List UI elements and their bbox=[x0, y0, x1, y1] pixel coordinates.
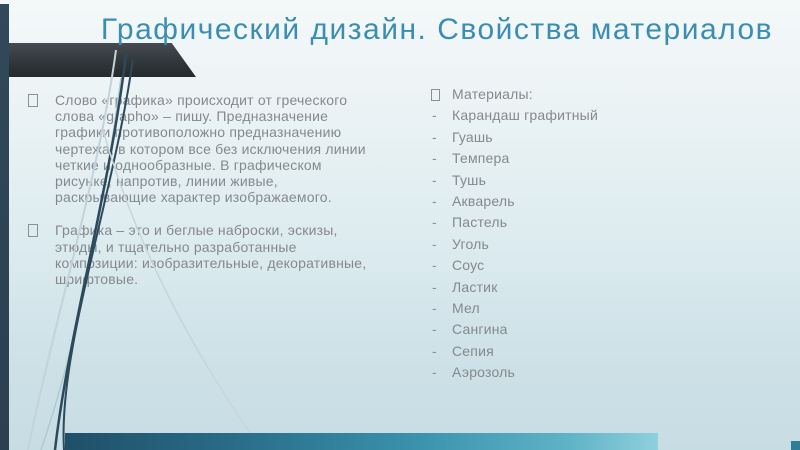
dash-bullet: - bbox=[432, 342, 437, 359]
bottom-accent-bar bbox=[65, 433, 658, 450]
list-item bbox=[430, 234, 760, 255]
list-item bbox=[430, 170, 760, 191]
list-header-label: Материалы: bbox=[452, 86, 533, 102]
dash-bullet: - bbox=[432, 257, 437, 274]
list-item bbox=[430, 105, 760, 126]
dash-bullet: - bbox=[432, 107, 437, 124]
list-item-label: Сепия bbox=[452, 342, 494, 359]
list-item bbox=[430, 212, 760, 233]
corner-ribbon bbox=[9, 43, 196, 77]
list-item bbox=[430, 148, 760, 169]
list-item bbox=[430, 298, 760, 319]
paragraph-text: Слово «графика» происходит от греческого слова «grapho» – пишу. Предназначение графики противоположно предназначению чертежа, в котором все без исключения линии четкие и однообразные. В графическом рисунке, напротив, линии живые, раскрывающие характер изображаемого. bbox=[55, 92, 366, 206]
list-item bbox=[430, 255, 760, 276]
box-bullet-icon bbox=[28, 224, 38, 237]
list-item-label: Тушь bbox=[452, 171, 487, 188]
list-item bbox=[430, 191, 760, 212]
body-text-block bbox=[55, 92, 367, 304]
bullet-paragraph bbox=[55, 222, 367, 287]
list-item bbox=[430, 362, 760, 383]
dash-bullet: - bbox=[432, 299, 437, 316]
materials-list bbox=[430, 84, 760, 383]
box-bullet-icon bbox=[431, 89, 440, 101]
left-edge-strip bbox=[0, 4, 9, 450]
list-item-label: Уголь bbox=[452, 235, 490, 252]
list-item-label: Соус bbox=[452, 257, 485, 274]
dash-bullet: - bbox=[432, 150, 437, 167]
list-item-label: Сангина bbox=[452, 321, 508, 338]
list-item-label: Ластик bbox=[452, 278, 498, 295]
dash-bullet: - bbox=[432, 192, 437, 209]
dash-bullet: - bbox=[432, 321, 437, 338]
list-item-label: Карандаш графитный bbox=[452, 107, 598, 124]
dash-bullet: - bbox=[432, 214, 437, 231]
slide-title: Графический дизайн. Свойства материалов bbox=[100, 13, 774, 46]
dash-bullet: - bbox=[432, 171, 437, 188]
list-item-label: Акварель bbox=[452, 192, 515, 209]
list-item-label: Гуашь bbox=[452, 128, 493, 145]
dash-bullet: - bbox=[432, 128, 437, 145]
list-header bbox=[430, 84, 760, 105]
list-item-label: Темпера bbox=[452, 150, 510, 167]
bullet-paragraph bbox=[55, 92, 367, 205]
list-item-label: Мел bbox=[452, 299, 480, 316]
dash-bullet: - bbox=[432, 364, 437, 381]
corner-accent-square bbox=[791, 441, 800, 450]
dash-bullet: - bbox=[432, 235, 437, 252]
box-bullet-icon bbox=[28, 94, 38, 107]
list-item-label: Аэрозоль bbox=[452, 364, 516, 381]
list-item-label: Пастель bbox=[452, 214, 508, 231]
list-item bbox=[430, 319, 760, 340]
list-item bbox=[430, 277, 760, 298]
list-item bbox=[430, 341, 760, 362]
list-item bbox=[430, 127, 760, 148]
dash-bullet: - bbox=[432, 278, 437, 295]
paragraph-text: Графика – это и беглые наброски, эскизы, этюды, и тщательно разработанные композиции: изобразительные, декоративные, шрифтовые. bbox=[55, 222, 367, 288]
